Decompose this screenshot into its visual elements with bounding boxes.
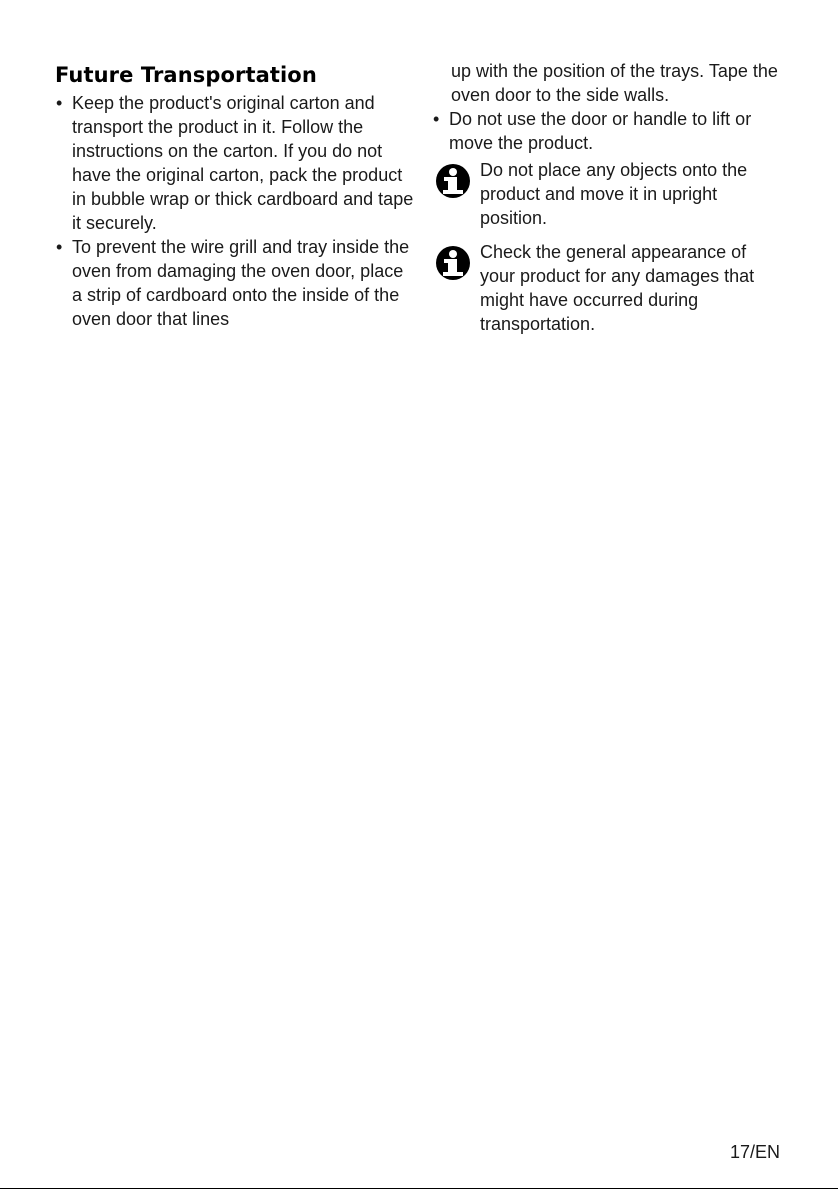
- transport-bullet-list: [55, 91, 415, 331]
- footer-rule: [0, 1188, 838, 1189]
- transport-bullet-list-continued: [432, 107, 782, 155]
- note-text: Check the general appearance of your product for any damages that might have occurred during transportation.: [480, 242, 755, 334]
- note-text: Do not place any objects onto the product and move it in upright position.: [480, 160, 748, 228]
- bullet-marker: •: [56, 237, 63, 257]
- section-title: Future Transportation: [55, 63, 317, 87]
- bullet-continuation-text: up with the position of the trays. Tape the oven door to the side walls.: [451, 61, 778, 105]
- bullet-text: Do not use the door or handle to lift or move the product.: [449, 109, 752, 153]
- bullet-text: Keep the product's original carton and transport the product in it. Follow the instructions on the carton. If you do not have the original carton, pack the product in bubble wrap or thick cardboard and tape it securely.: [72, 93, 414, 233]
- info-icon: [436, 164, 470, 198]
- bullet-item: [432, 107, 782, 155]
- bullet-marker: •: [56, 93, 63, 113]
- page-number: 17/EN: [730, 1142, 781, 1162]
- info-note: [436, 240, 781, 336]
- bullet-item: [55, 91, 415, 235]
- info-note: [436, 158, 781, 230]
- bullet-item: [55, 235, 415, 331]
- bullet-marker: •: [433, 109, 440, 129]
- bullet-text: To prevent the wire grill and tray inside the oven from damaging the oven door, place a strip of cardboard onto the inside of the oven door that lines: [72, 237, 410, 329]
- info-icon: [436, 246, 470, 280]
